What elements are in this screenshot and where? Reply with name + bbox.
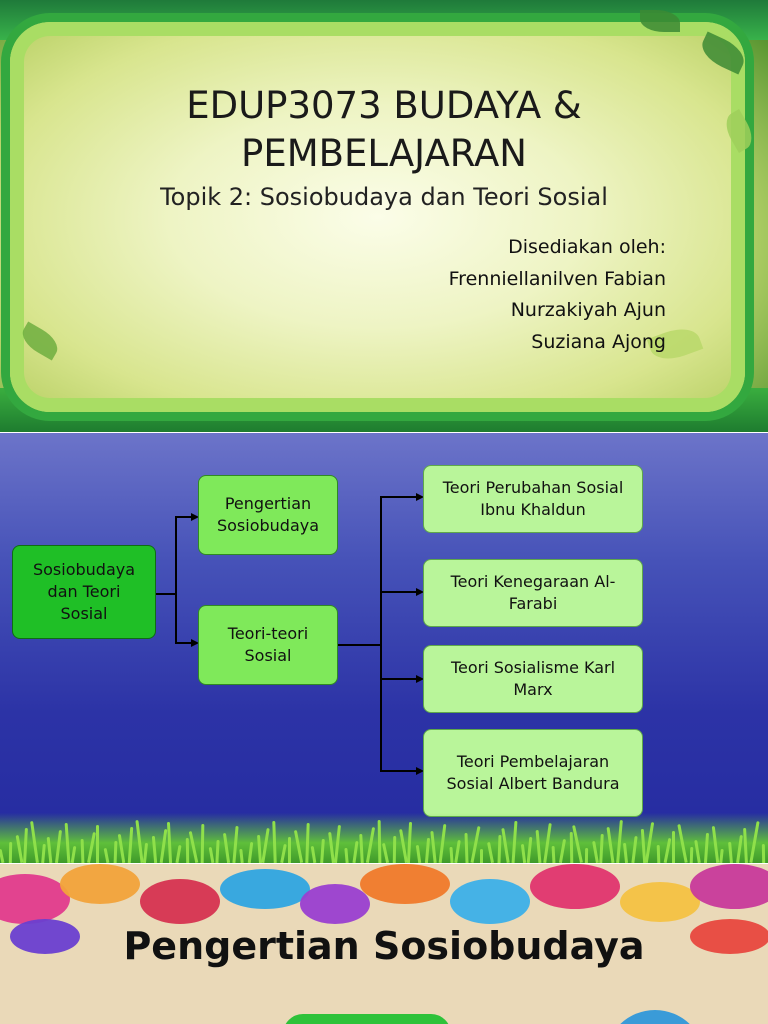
grass-blade [41,844,46,863]
flower-decoration [360,864,450,904]
grass-blade [607,827,615,863]
grass-blade [272,821,276,863]
grass-blade [47,837,53,863]
grass-blade [294,830,303,863]
branch-node-teori [198,605,338,685]
leaf-node [423,465,643,533]
grass-blade [536,830,542,863]
grass-blade [498,835,502,863]
connector-line [380,496,416,498]
grass-blade [186,838,189,863]
grass-blade [552,846,556,863]
flower-decoration [60,864,140,904]
grass-blade [223,833,230,863]
connector-line [380,770,416,772]
grass-blade [65,823,71,863]
grass-blade [585,848,588,863]
grass-blade [189,831,199,863]
grass-blade [736,835,743,863]
grass-blade [425,838,430,863]
grass-blade [55,830,62,863]
grass-blade [631,836,637,863]
section-slide [0,864,768,1024]
concept-map-slide [0,433,768,863]
connector-line [380,496,382,772]
connector-line [380,678,416,680]
section-title: Pengertian Sosiobudaya [123,924,645,968]
slide-title-line1: EDUP3073 BUDAYA & [186,84,582,127]
grass-blade [672,831,675,863]
flower-decoration [620,882,700,922]
grass-blade [449,847,453,863]
grass-blade [288,837,291,863]
grass-blade [470,826,480,863]
grass-blade [521,844,526,863]
green-pill-shape [283,1014,451,1024]
grass-blade [543,823,552,863]
slide-subtitle: Topik 2: Sosiobudaya dan Teori Sosial [160,183,608,211]
connector-line [338,644,380,646]
grass-blade [719,849,723,863]
grass-blades [0,813,768,863]
flower-decoration [450,879,530,924]
grass-blade [712,826,719,863]
grass-blade [114,841,118,863]
root-node-label: Sosiobudaya dan Teori Sosial [32,560,136,623]
grass-blade [728,842,733,863]
grass-blade [311,846,317,863]
grass-blade [320,839,325,863]
grass-blade [9,842,12,863]
grass-blade [23,828,28,863]
leaf-node-label: Teori Perubahan Sosial Ibnu Khaldun [442,478,624,519]
grass-blade [464,833,468,863]
grass-blade [160,829,168,863]
grass-blade [16,835,24,863]
branch-node-label: Pengertian Sosiobudaya [216,494,320,535]
branch-node-pengertian [198,475,338,555]
leaf-node-label: Teori Kenegaraan Al-Farabi [450,572,616,613]
grass-blade [664,838,672,863]
grass-blade [657,845,661,863]
author-name: Nurzakiyah Ajun [510,299,666,321]
prepared-by-label: Disediakan oleh: [508,236,666,258]
grass-blade [352,841,358,863]
grass-blade [382,843,389,863]
leaf-node [423,645,643,713]
grass-blade [572,825,583,863]
grass-blade [439,824,447,863]
grass-blade [393,836,396,863]
flower-decoration [140,879,220,924]
connector-line [155,593,175,595]
grass-blade [645,822,654,863]
grass-blade [81,839,85,863]
connector-line [175,642,191,644]
leaf-node [423,729,643,817]
grass-blade [694,840,701,863]
grass-blade [749,821,759,863]
grass-blade [248,842,254,863]
grass-blade [527,837,533,863]
root-node [12,545,156,639]
grass-blade [143,843,148,863]
grass-blade [152,836,157,863]
grass-blade [167,822,172,863]
grass-blade [135,820,143,863]
author-name: Suziana Ajong [531,331,666,353]
grass-blade [430,831,436,863]
grass-blade [407,822,412,863]
grass-blade [480,849,483,863]
grass-blade [599,834,604,863]
grass-blade [175,845,181,863]
grass-blade [305,823,309,863]
grass-blade [0,849,4,863]
blue-circle-shape [605,1010,705,1024]
grass-blade [378,820,382,863]
flower-decoration [690,864,768,909]
leaf-node-label: Teori Sosialisme Karl Marx [450,658,616,699]
grass-blade [334,825,341,863]
grass-blade [359,834,364,863]
connector-line [175,516,191,518]
author-name: Frenniellanilven Fabian [448,268,666,290]
connector-line [175,516,177,644]
grass-blade [559,839,566,863]
grass-blade [201,824,205,863]
branch-node-label: Teori-teori Sosial [227,624,309,665]
title-slide [0,0,768,432]
grass-blade [743,828,748,863]
leaf-node-label: Teori Pembelajaran Sosial Albert Bandura [446,752,620,793]
grass-blade [232,826,238,863]
grass-blade [209,847,215,863]
grass-blade [96,825,99,863]
grass-blade [30,821,39,863]
grass-blade [570,832,574,863]
grass-blade [501,828,509,863]
grass-blade [512,821,518,863]
grass-blade [623,843,628,863]
grass-blade [704,833,709,863]
grass-blade [592,841,599,863]
flower-decoration [530,864,620,909]
grass-blade [261,828,269,863]
grass-blade [416,845,421,863]
flower-decoration [300,884,370,924]
leaf-node [423,559,643,627]
grass-blade [104,848,110,863]
grass-blade [454,840,461,863]
decorative-frame [10,22,745,412]
grass-blade [128,827,134,863]
grass-blade [762,844,765,863]
grass-blade [677,824,687,863]
grass-blade [487,842,494,863]
grass-blade [71,846,77,863]
grass-blade [690,847,694,863]
grass-blade [366,827,375,863]
grass-blade [87,832,96,863]
grass-blade [616,820,623,863]
connector-line [380,591,416,593]
grass-blade [344,848,348,863]
slide-title-line2: PEMBELAJARAN [241,132,527,175]
flower-decoration [220,869,310,909]
grass-blade [215,840,219,863]
grass-blade [280,844,287,863]
grass-blade [118,834,125,863]
grass-blade [239,849,243,863]
